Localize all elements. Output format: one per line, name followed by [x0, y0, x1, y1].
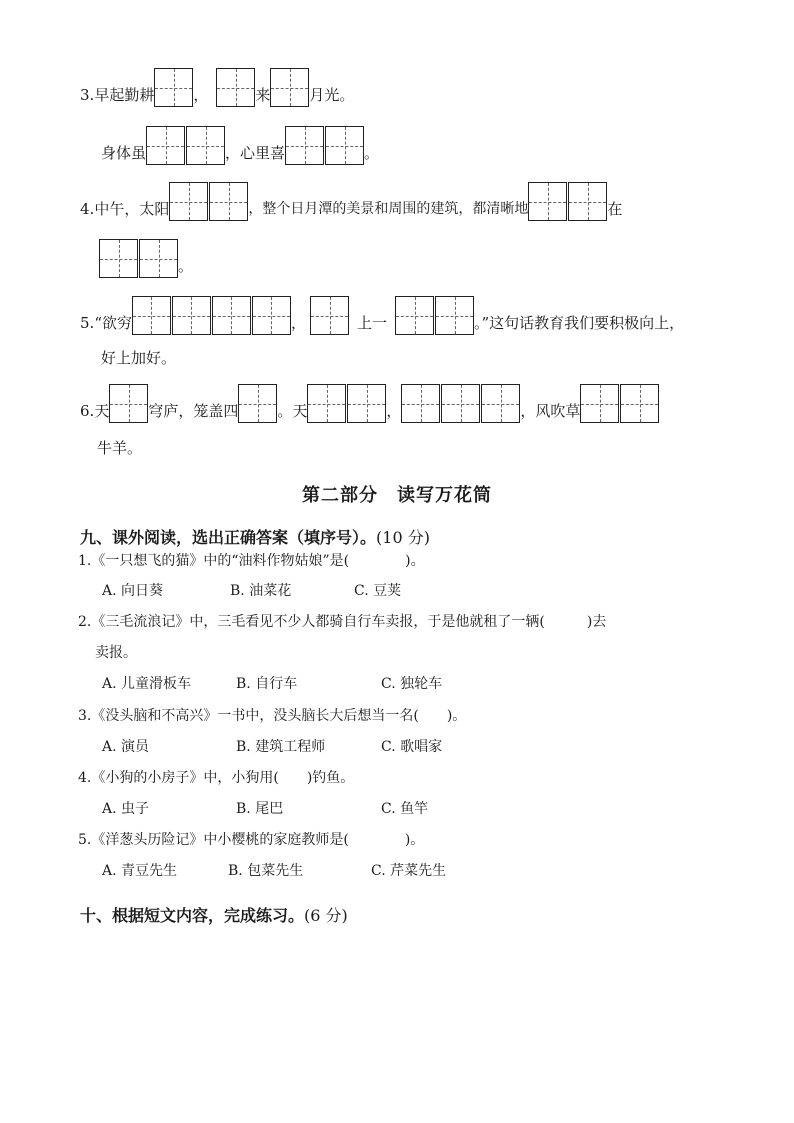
tianzige-cell[interactable]: [146, 126, 185, 165]
tianzige-cell[interactable]: [169, 182, 208, 221]
s9-q5-option-a[interactable]: A. 青豆先生: [102, 863, 178, 879]
s9-q4-option-b[interactable]: B. 尾巴: [236, 801, 284, 817]
q6-text-a4: ，: [386, 402, 402, 420]
s9-q3-option-c[interactable]: C. 歌唱家: [381, 739, 443, 755]
s9-options-5: [102, 860, 446, 880]
fill-q6-line1: [80, 384, 659, 423]
section9-heading: [80, 525, 430, 548]
q4-grid-2[interactable]: [528, 182, 607, 221]
s9-options-1: [102, 580, 401, 600]
q3-text-b1: 身体虽: [101, 144, 147, 162]
q5-grid-1[interactable]: [132, 296, 291, 335]
tianzige-cell[interactable]: [481, 384, 520, 423]
q4-grid-1[interactable]: [169, 182, 248, 221]
q6-text-a3: 。天: [277, 402, 308, 420]
q6-text-b1: 牛羊。: [97, 439, 143, 457]
s9-q2-option-c[interactable]: C. 独轮车: [381, 676, 443, 692]
tianzige-cell[interactable]: [238, 384, 277, 423]
s9-q3-option-b[interactable]: B. 建筑工程师: [236, 739, 326, 755]
tianzige-cell[interactable]: [528, 182, 567, 221]
s9-question-2-cont: 卖报。: [95, 645, 137, 661]
tianzige-cell[interactable]: [109, 384, 148, 423]
q3-grid-1[interactable]: [154, 68, 193, 107]
q3-grid-3[interactable]: [270, 68, 309, 107]
s9-question-5: 5.《洋葱头历险记》中小樱桃的家庭教师是( )。: [78, 832, 425, 848]
q6-grid-4[interactable]: [401, 384, 520, 423]
q4-grid-3[interactable]: [99, 239, 178, 278]
q3-text-a4: 月光。: [309, 86, 355, 104]
q5-number: 5.: [80, 314, 95, 332]
part2-title: 第二部分 读写万花筒: [302, 485, 492, 506]
s9-options-4: [102, 798, 428, 818]
q3-text-a2: ，: [193, 86, 209, 104]
tianzige-cell[interactable]: [209, 182, 248, 221]
q4-text-b1: 。: [178, 257, 194, 275]
s9-question-4: 4.《小狗的小房子》中，小狗用( )钓鱼。: [78, 770, 355, 786]
tianzige-cell[interactable]: [568, 182, 607, 221]
tianzige-cell[interactable]: [620, 384, 659, 423]
q4-text-a1: 中午，太阳: [94, 200, 170, 218]
q6-number: 6.: [80, 402, 95, 420]
s9-q5-option-b[interactable]: B. 包菜先生: [228, 863, 304, 879]
s9-q5-option-c[interactable]: C. 芹菜先生: [371, 863, 447, 879]
tianzige-cell[interactable]: [580, 384, 619, 423]
tianzige-cell[interactable]: [441, 384, 480, 423]
s9-q4-option-c[interactable]: C. 鱼竿: [381, 801, 429, 817]
s9-question-3: 3.《没头脑和不高兴》一书中，没头脑长大后想当一名( )。: [78, 708, 467, 724]
tianzige-cell[interactable]: [172, 296, 211, 335]
tianzige-cell[interactable]: [285, 126, 324, 165]
q4-number: 4.: [80, 200, 95, 218]
q4-text-a3: 在: [607, 200, 623, 218]
tianzige-cell[interactable]: [395, 296, 434, 335]
fill-q5-line1: [80, 296, 684, 335]
tianzige-cell[interactable]: [186, 126, 225, 165]
q3-grid-4[interactable]: [146, 126, 225, 165]
fill-q3-line2: [101, 126, 379, 165]
s9-options-3: [102, 736, 442, 756]
section10-heading-text: 十、根据短文内容，完成练习。: [80, 906, 305, 925]
s9-q1-option-b[interactable]: B. 油菜花: [230, 583, 292, 599]
q3-text-a3: 来: [255, 86, 271, 104]
s9-q4-option-a[interactable]: A. 虫子: [102, 801, 150, 817]
fill-q6-line2: [97, 438, 142, 460]
section9-points: (10 分): [376, 528, 430, 547]
q6-grid-1[interactable]: [109, 384, 148, 423]
section10-points: (6 分): [304, 906, 348, 925]
q3-text-b2: ，心里喜: [225, 144, 286, 162]
q6-text-a1: 天: [94, 402, 110, 420]
q3-grid-2[interactable]: [216, 68, 255, 107]
q5-text-a1: “欲穷: [94, 314, 132, 332]
q5-grid-3[interactable]: [395, 296, 474, 335]
s9-q3-option-a[interactable]: A. 演员: [102, 739, 150, 755]
q3-grid-5[interactable]: [285, 126, 364, 165]
q6-grid-2[interactable]: [238, 384, 277, 423]
q5-text-a2: ，: [290, 314, 306, 332]
fill-q4-line1: [80, 182, 622, 221]
tianzige-cell[interactable]: [154, 68, 193, 107]
s9-q1-option-c[interactable]: C. 豆荚: [354, 583, 402, 599]
q3-number: 3.: [80, 86, 95, 104]
section10-heading: [80, 903, 348, 926]
q5-text-b1: 好上加好。: [101, 349, 177, 367]
section9-heading-text: 九、课外阅读，选出正确答案（填序号）。: [80, 528, 377, 547]
q3-text-b3: 。: [364, 144, 380, 162]
q5-grid-2[interactable]: [310, 296, 349, 335]
q6-grid-5[interactable]: [580, 384, 659, 423]
s9-q1-option-a[interactable]: A. 向日葵: [102, 583, 164, 599]
tianzige-cell[interactable]: [132, 296, 171, 335]
tianzige-cell[interactable]: [99, 239, 138, 278]
fill-q3-line1: [80, 68, 354, 107]
q5-text-a4: 。”这句话教育我们要积极向上，: [474, 314, 685, 332]
tianzige-cell[interactable]: [401, 384, 440, 423]
q6-grid-3[interactable]: [307, 384, 386, 423]
tianzige-cell[interactable]: [347, 384, 386, 423]
s9-q2-option-b[interactable]: B. 自行车: [236, 676, 298, 692]
fill-q4-line2: [99, 239, 193, 278]
tianzige-cell[interactable]: [270, 68, 309, 107]
tianzige-cell[interactable]: [139, 239, 178, 278]
tianzige-cell[interactable]: [212, 296, 251, 335]
tianzige-cell[interactable]: [310, 296, 349, 335]
s9-options-2: [102, 673, 442, 693]
q6-text-a2: 穹庐，笼盖四: [148, 402, 239, 420]
tianzige-cell[interactable]: [435, 296, 474, 335]
tianzige-cell[interactable]: [216, 68, 255, 107]
s9-question-1: 1.《一只想飞的猫》中的“油料作物姑娘”是( )。: [78, 553, 425, 569]
q3-text-a1: 早起勤耕: [94, 86, 155, 104]
q5-text-a3: 上一: [357, 314, 388, 332]
q6-text-a5: ，风吹草: [520, 402, 581, 420]
tianzige-cell[interactable]: [307, 384, 346, 423]
tianzige-cell[interactable]: [325, 126, 364, 165]
tianzige-cell[interactable]: [252, 296, 291, 335]
s9-q2-option-a[interactable]: A. 儿童滑板车: [102, 676, 192, 692]
fill-q5-line2: [101, 348, 176, 370]
s9-question-2: 2.《三毛流浪记》中，三毛看见不少人都骑自行车卖报，于是他就租了一辆( )去: [78, 614, 607, 630]
q4-text-a2: ，整个日月潭的美景和周围的建筑，都清晰地: [248, 201, 529, 217]
